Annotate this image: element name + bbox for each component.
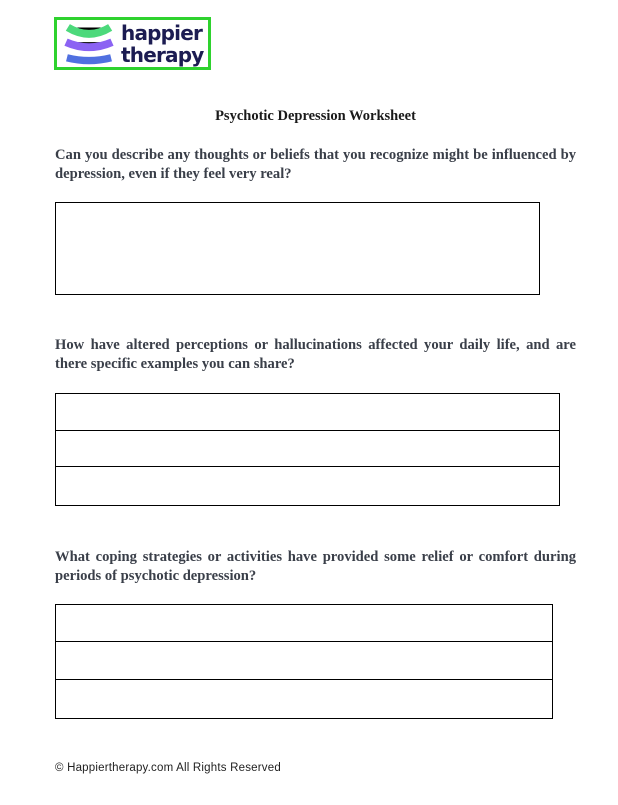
logo xyxy=(54,17,211,70)
answer-line[interactable] xyxy=(56,605,552,642)
logo-wordmark xyxy=(121,22,203,66)
answer-box-1[interactable] xyxy=(55,202,540,295)
page-title: Psychotic Depression Worksheet xyxy=(215,108,416,124)
answer-line[interactable] xyxy=(56,642,552,679)
answer-table-2 xyxy=(55,604,553,719)
footer-copyright: © Happiertherapy.com All Rights Reserved xyxy=(55,762,281,774)
logo-text-line2: therapy xyxy=(121,42,204,67)
answer-line[interactable] xyxy=(56,394,559,431)
three-waves-icon xyxy=(60,21,118,67)
answer-line[interactable] xyxy=(56,431,559,468)
answer-table-1 xyxy=(55,393,560,506)
question-1: Can you describe any thoughts or beliefs that you recognize might be influenced by depression, even if they feel very real? xyxy=(55,147,576,182)
answer-line[interactable] xyxy=(56,467,559,504)
question-2: How have altered perceptions or hallucinations affected your daily life, and are there specific examples you can share? xyxy=(55,337,576,372)
question-3: What coping strategies or activities have provided some relief or comfort during periods of psychotic depression? xyxy=(55,549,576,584)
answer-line[interactable] xyxy=(56,680,552,717)
logo-text-line1: happier xyxy=(121,20,203,45)
